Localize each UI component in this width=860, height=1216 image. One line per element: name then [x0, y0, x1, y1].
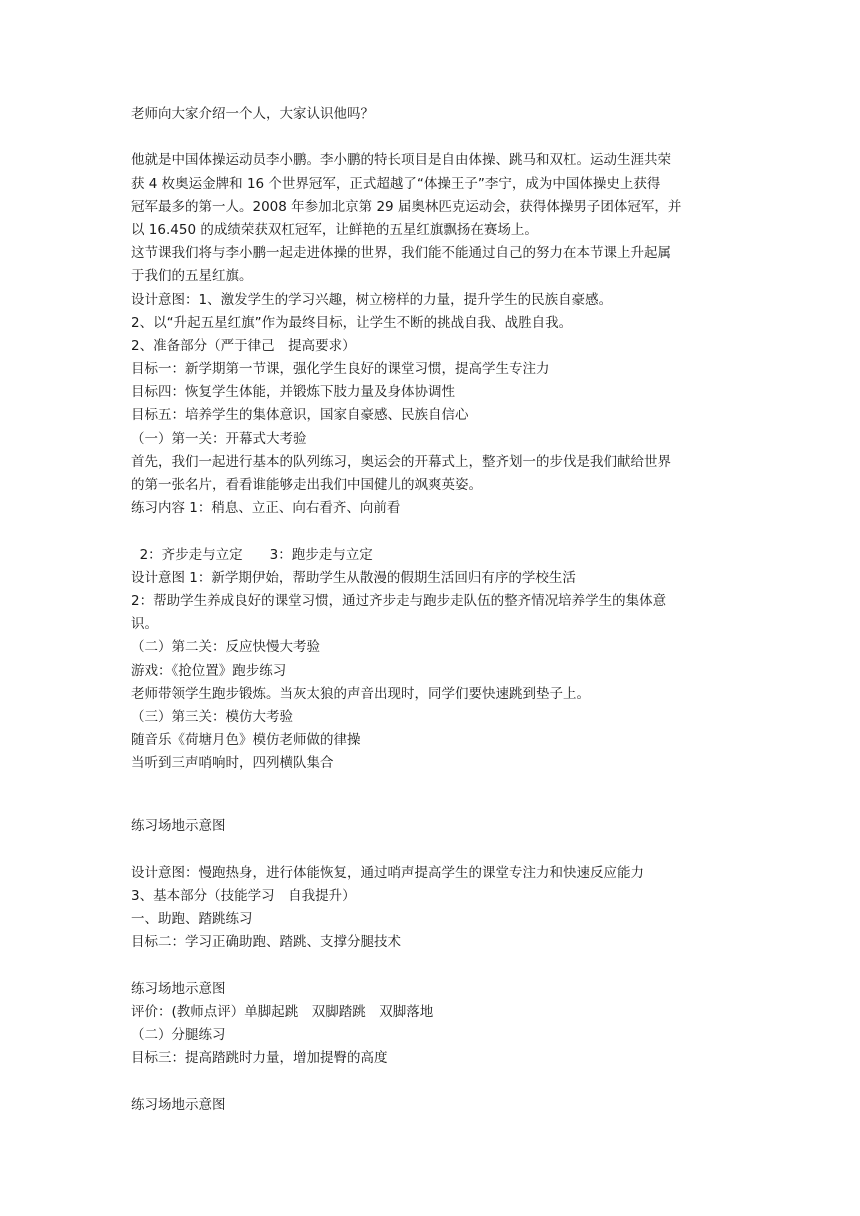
- paragraph-line: 以 16.450 的成绩荣获双杠冠军，让鲜艳的五星红旗飘扬在赛场上。: [131, 221, 538, 238]
- paragraph-line: 冠军最多的第一人。2008 年参加北京第 29 届奥林匹克运动会，获得体操男子团体冠军，并: [131, 198, 682, 215]
- evaluation-line: 评价：(教师点评）单脚起跳 双脚踏跳 双脚落地: [131, 1003, 434, 1020]
- blank-line: [131, 520, 731, 543]
- blank-line: [131, 955, 731, 978]
- design-intent-line: 设计意图：1、激发学生的学习兴趣，树立榜样的力量，提升学生的民族自豪感。: [131, 291, 613, 308]
- subsection-heading: 一、助跑、踏跳练习: [131, 911, 253, 928]
- design-intent-line: 2、以“升起五星红旗”作为最终目标，让学生不断的挑战自我、战胜自我。: [131, 314, 573, 331]
- paragraph-line: 老师带领学生跑步锻炼。当灰太狼的声音出现时，同学们要快速跳到垫子上。: [131, 685, 590, 702]
- subsection-heading: （二）第二关：反应快慢大考验: [131, 639, 320, 656]
- intro-question: 老师向大家介绍一个人，大家认识他吗？: [131, 106, 374, 122]
- paragraph-line: 首先，我们一起进行基本的队列练习，奥运会的开幕式上，整齐划一的步伐是我们献给世界: [131, 453, 671, 470]
- goal-line: 目标二：学习正确助跑、踏跳、支撑分腿技术: [131, 934, 401, 951]
- subsection-heading: （二）分腿练习: [131, 1027, 226, 1044]
- design-intent-line: 设计意图：慢跑热身，进行体能恢复，通过哨声提高学生的课堂专注力和快速反应能力: [131, 864, 644, 881]
- game-line: 游戏：《抢位置》跑步练习: [131, 662, 287, 679]
- design-intent-line: 2：帮助学生养成良好的课堂习惯，通过齐步走与跑步走队伍的整齐情况培养学生的集体意: [131, 592, 667, 609]
- paragraph-line: 随音乐《荷塘月色》模仿老师做的律操: [131, 732, 361, 749]
- paragraph-line: 于我们的五星红旗。: [131, 268, 253, 285]
- goal-line: 目标四：恢复学生体能，并锻炼下肢力量及身体协调性: [131, 384, 455, 401]
- exercise-content-line: 练习内容 1：稍息、立正、向右看齐、向前看: [131, 500, 401, 517]
- goal-line: 目标三：提高踏跳时力量，增加提臀的高度: [131, 1050, 388, 1067]
- diagram-caption: 练习场地示意图: [131, 818, 226, 835]
- blank-line: [131, 775, 731, 815]
- blank-line: [131, 126, 731, 149]
- goal-line: 目标五：培养学生的集体意识，国家自豪感、民族自信心: [131, 407, 469, 424]
- subsection-heading: （三）第三关：模仿大考验: [131, 708, 293, 725]
- design-intent-line: 设计意图 1：新学期伊始，帮助学生从散漫的假期生活回归有序的学校生活: [131, 569, 576, 586]
- exercise-content-line: 2：齐步走与立定 3：跑步走与立定: [131, 546, 373, 563]
- goal-line: 目标一：新学期第一节课，强化学生良好的课堂习惯，提高学生专注力: [131, 361, 550, 378]
- paragraph-line: 获 4 枚奥运金牌和 16 个世界冠军，正式超越了“体操王子”李宁，成为中国体操史上获得: [131, 175, 661, 192]
- subsection-heading: （一）第一关：开幕式大考验: [131, 430, 307, 447]
- blank-line: [131, 1071, 731, 1094]
- paragraph-line: 这节课我们将与李小鹏一起走进体操的世界，我们能不能通过自己的努力在本节课上升起属: [131, 245, 671, 262]
- diagram-caption: 练习场地示意图: [131, 1096, 226, 1113]
- section-heading: 3、基本部分（技能学习 自我提升）: [131, 888, 356, 904]
- paragraph-line: 的第一张名片，看看谁能够走出我们中国健儿的飒爽英姿。: [131, 477, 482, 493]
- paragraph-line: 他就是中国体操运动员李小鹏。李小鹏的特长项目是自由体操、跳马和双杠。运动生涯共荣: [131, 152, 671, 169]
- document-body: [131, 103, 731, 1117]
- section-heading: 2、准备部分（严于律己 提高要求）: [131, 337, 356, 354]
- blank-line: [131, 839, 731, 862]
- diagram-caption: 练习场地示意图: [131, 980, 226, 997]
- paragraph-line: 当听到三声哨响时，四列横队集合: [131, 755, 334, 772]
- design-intent-line: 识。: [131, 616, 158, 633]
